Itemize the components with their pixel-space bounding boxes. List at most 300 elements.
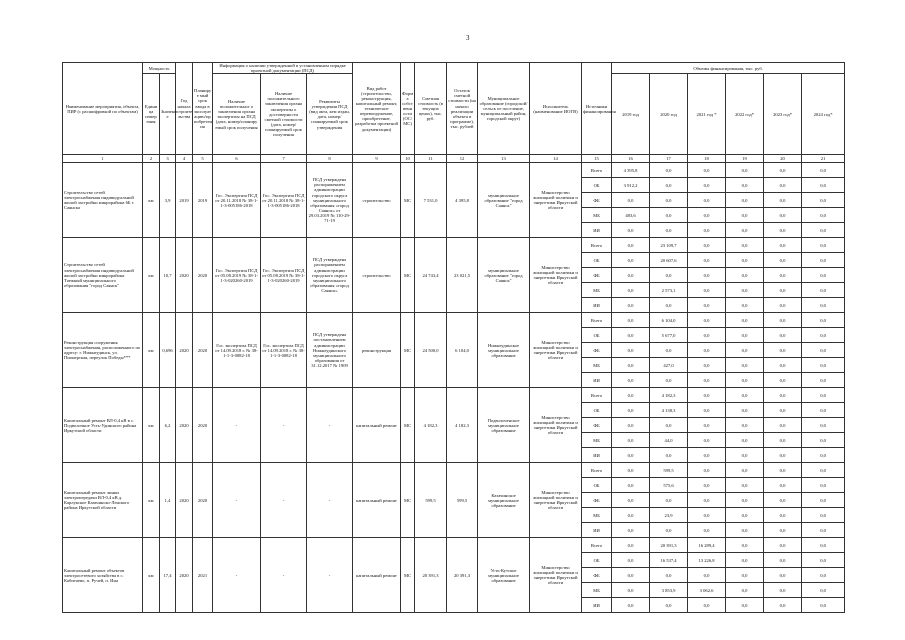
funding-amount: 0,0 (802, 478, 845, 493)
unit-cell: км (143, 313, 160, 388)
header-capacity: Мощность (143, 63, 176, 74)
column-number: 7 (261, 155, 307, 163)
funding-amount: 0,0 (764, 223, 802, 238)
header-sources: Источники финансирования (582, 63, 612, 155)
executor: Министерство жилищной политики и энергетики Иркутской области (530, 463, 582, 538)
executor: Министерство жилищной политики и энергетики Иркутской области (530, 538, 582, 613)
unit-cell: км (143, 538, 160, 613)
funding-source: МБ (582, 208, 612, 223)
funding-amount: 0,0 (612, 373, 650, 388)
funding-amount: 0,0 (764, 313, 802, 328)
table-row (63, 538, 845, 553)
remaining-cost: 6 104,0 (447, 313, 478, 388)
funding-amount: 0,0 (802, 193, 845, 208)
work-type: строительство (353, 238, 401, 313)
funding-amount: 0,0 (802, 238, 845, 253)
executor: Министерство жилищной политики и энергетики Иркутской области (530, 163, 582, 238)
funding-source: МБ (582, 508, 612, 523)
funding-amount: 0,0 (764, 373, 802, 388)
end-year: 2021 (193, 538, 213, 613)
funding-amount: 0,0 (764, 193, 802, 208)
funding-amount: 0,0 (612, 283, 650, 298)
funding-source: МБ (582, 583, 612, 598)
funding-amount: 0,0 (726, 208, 764, 223)
funding-amount: 0,0 (726, 358, 764, 373)
funding-amount: 0,0 (802, 268, 845, 283)
funding-source: ИИ (582, 373, 612, 388)
funding-amount: 0,0 (688, 283, 726, 298)
funding-amount: 0,0 (612, 328, 650, 343)
table-row (63, 238, 845, 253)
expertise-cell: - (213, 388, 261, 463)
remaining-cost: 4 395,8 (447, 163, 478, 238)
funding-amount: 16 537,4 (650, 553, 688, 568)
funding-source: ИИ (582, 598, 612, 613)
column-number: 9 (353, 155, 401, 163)
funding-source: ФБ (582, 493, 612, 508)
funding-amount: 0,0 (764, 433, 802, 448)
funding-amount: 0,0 (802, 523, 845, 538)
column-number: 2 (143, 155, 160, 163)
header-year-2024: 2024 год* (802, 74, 845, 155)
funding-amount: 0,0 (802, 448, 845, 463)
funding-amount: 0,0 (764, 403, 802, 418)
funding-amount: 0,0 (764, 388, 802, 403)
funding-amount: 0,0 (802, 508, 845, 523)
funding-source: ИИ (582, 448, 612, 463)
funding-source: ОБ (582, 553, 612, 568)
funding-amount: 0,0 (802, 418, 845, 433)
estimate-cost: 4 182,3 (415, 388, 447, 463)
table-row (63, 463, 845, 478)
work-type: капитальный ремонт (353, 463, 401, 538)
funding-amount: 0,0 (764, 358, 802, 373)
funding-amount: 0,0 (802, 313, 845, 328)
funding-source: Всего (582, 463, 612, 478)
remaining-cost: 23 021,5 (447, 238, 478, 313)
funding-amount: 3 853,9 (650, 583, 688, 598)
ownership: МС (401, 238, 415, 313)
funding-amount: 599,5 (650, 463, 688, 478)
funding-amount: 0,0 (764, 448, 802, 463)
funding-source: ФБ (582, 343, 612, 358)
funding-amount: 0,0 (764, 478, 802, 493)
unit-cell: км (143, 463, 160, 538)
funding-source: ОБ (582, 478, 612, 493)
funding-amount: 0,0 (802, 343, 845, 358)
executor: Министерство жилищной политики и энергетики Иркутской области (530, 313, 582, 388)
funding-amount: 0,0 (726, 553, 764, 568)
funding-amount: 0,0 (650, 208, 688, 223)
column-number: 12 (447, 155, 478, 163)
funding-amount: 0,0 (726, 193, 764, 208)
funding-amount: 3 912,2 (612, 178, 650, 193)
approval-cell: - (307, 538, 353, 613)
work-type: строительство (353, 163, 401, 238)
funding-amount: 0,0 (726, 508, 764, 523)
funding-amount: 0,0 (650, 223, 688, 238)
funding-source: ОБ (582, 178, 612, 193)
start-year: 2020 (176, 313, 193, 388)
funding-amount: 0,0 (726, 583, 764, 598)
funding-amount: 0,0 (726, 298, 764, 313)
ownership: МС (401, 388, 415, 463)
column-number: 10 (401, 155, 415, 163)
table-row (63, 388, 845, 403)
funding-amount: 0,0 (688, 568, 726, 583)
funding-amount: 0,0 (764, 343, 802, 358)
funding-amount: 575,6 (650, 478, 688, 493)
work-type: капитальный ремонт (353, 388, 401, 463)
funding-amount: 0,0 (612, 478, 650, 493)
funding-amount: 0,0 (650, 268, 688, 283)
funding-amount: 44,0 (650, 433, 688, 448)
table-row (63, 313, 845, 328)
funding-amount: 0,0 (612, 433, 650, 448)
funding-amount: 0,0 (726, 523, 764, 538)
funding-amount: 0,0 (688, 418, 726, 433)
funding-amount: 0,0 (764, 508, 802, 523)
funding-amount: 0,0 (802, 598, 845, 613)
funding-amount: 0,0 (802, 298, 845, 313)
header-year-2021: 2021 год * (688, 74, 726, 155)
funding-source: ОБ (582, 403, 612, 418)
funding-source: Всего (582, 388, 612, 403)
capacity-value: 17,4 (160, 538, 176, 613)
funding-amount: 0,0 (650, 163, 688, 178)
column-number: 13 (478, 155, 530, 163)
estimate-cost: 7 531,0 (415, 163, 447, 238)
funding-amount: 13 226,8 (688, 553, 726, 568)
funding-amount: 0,0 (802, 538, 845, 553)
header-remaining: Остаток сметной стоимости (на начало реализации объекта в программе), тыс. рублей (447, 63, 478, 155)
funding-amount: 0,0 (726, 538, 764, 553)
funding-amount: 0,0 (688, 403, 726, 418)
funding-amount: 0,0 (726, 433, 764, 448)
funding-source: Всего (582, 163, 612, 178)
funding-amount: 0,0 (688, 253, 726, 268)
funding-amount: 0,0 (726, 238, 764, 253)
funding-source: Всего (582, 238, 612, 253)
header-year-2019: 2019 год (612, 74, 650, 155)
ownership: МС (401, 538, 415, 613)
price-expertise-cell: Гос. Экспертиза ПСД от 20.11.2018 № 38-1-1-3-005186-2018 (261, 163, 307, 238)
price-expertise-cell: - (261, 538, 307, 613)
work-type: реконструкция (353, 313, 401, 388)
expertise-cell: - (213, 463, 261, 538)
funding-amount: 0,0 (764, 538, 802, 553)
header-value: Значени е (160, 74, 176, 155)
funding-amount: 0,0 (726, 418, 764, 433)
funding-amount: 0,0 (650, 493, 688, 508)
funding-amount: 483,6 (612, 208, 650, 223)
estimate-cost: 599,5 (415, 463, 447, 538)
header-funding: Объемы финансирования, тыс. руб. (612, 63, 845, 74)
funding-amount: 0,0 (688, 178, 726, 193)
funding-amount: 0,0 (612, 598, 650, 613)
funding-source: ФБ (582, 193, 612, 208)
funding-amount: 0,0 (726, 463, 764, 478)
municipality: Подволоченское муниципальное образование (478, 388, 530, 463)
funding-amount: 4 182,3 (650, 388, 688, 403)
funding-amount: 0,0 (650, 418, 688, 433)
remaining-cost: 4 182,3 (447, 388, 478, 463)
header-name: Наименование мероприятия, объекта, ПИР (с расшифровкой по объектам) (63, 63, 143, 155)
start-year: 2020 (176, 463, 193, 538)
start-year: 2020 (176, 388, 193, 463)
funding-amount: 0,0 (688, 268, 726, 283)
column-number: 5 (193, 155, 213, 163)
funding-amount: 23,9 (650, 508, 688, 523)
header-municipality: Муниципальное образование (городской/сельск ое поселение, муниципальный район, городской округ) (478, 63, 530, 155)
funding-amount: 0,0 (612, 553, 650, 568)
expertise-cell: Гос. Экспертиза ПСД от 20.11.2018 № 38-1-1-3-005186-2018 (213, 163, 261, 238)
funding-amount: 0,0 (688, 163, 726, 178)
funding-amount: 0,0 (612, 463, 650, 478)
funding-source: ФБ (582, 418, 612, 433)
column-number: 4 (176, 155, 193, 163)
funding-amount: 0,0 (802, 358, 845, 373)
funding-amount: 0,0 (726, 268, 764, 283)
header-expertise: Наличие положительног о заключения органа экспертизы на ПСД (дата, номер/планиру емый срок получения (213, 74, 261, 155)
funding-amount: 0,0 (764, 298, 802, 313)
header-work-type: Вид работ (строительство, реконструкция, капитальный ремонт, техническое перевооружение, приобретение, разработка проектной документации) (353, 63, 401, 155)
funding-amount: 0,0 (764, 283, 802, 298)
funding-amount: 0,0 (726, 163, 764, 178)
funding-amount: 4 395,8 (612, 163, 650, 178)
funding-amount: 0,0 (688, 523, 726, 538)
funding-amount: 0,0 (650, 598, 688, 613)
header-end-year: Планиру е мый срок ввода в эксплуат ацию/пр иобретен ия (193, 63, 213, 155)
municipality: Нижнеудинское муниципальное образование (478, 313, 530, 388)
funding-amount: 0,0 (726, 388, 764, 403)
unit-cell: км (143, 238, 160, 313)
funding-amount: 0,0 (726, 343, 764, 358)
capacity-value: 0,696 (160, 313, 176, 388)
column-number: 18 (688, 155, 726, 163)
funding-amount: 0,0 (612, 193, 650, 208)
funding-amount: 0,0 (726, 568, 764, 583)
table-body (63, 163, 845, 613)
header-executor: Исполнитель (наименование ИОГВ) (530, 63, 582, 155)
funding-amount: 0,0 (612, 538, 650, 553)
column-number: 15 (582, 155, 612, 163)
funding-source: Всего (582, 313, 612, 328)
funding-amount: 0,0 (764, 598, 802, 613)
funding-amount: 0,0 (688, 388, 726, 403)
municipality: муниципальное образование "город Саянск" (478, 238, 530, 313)
funding-source: ФБ (582, 568, 612, 583)
funding-amount: 23 109,7 (650, 238, 688, 253)
funding-amount: 0,0 (764, 208, 802, 223)
funding-amount: 427,0 (650, 358, 688, 373)
header-docs-group: Информация о наличии утвержденной в установленном порядке проектной документации (ПСД) (213, 63, 353, 74)
funding-amount: 0,0 (688, 328, 726, 343)
object-name: Капитальный ремонт ВЛ-0,4 кВ в с. Подволочное Усть-Удинского района Иркутской области (63, 388, 143, 463)
funding-amount: 0,0 (612, 388, 650, 403)
approval-cell: - (307, 388, 353, 463)
capacity-value: 6,2 (160, 388, 176, 463)
object-name: Реконструкция сооружения электроснабжения, расположенного по адресу: г. Нижнеудинск, ул. Пионерская, переулок Победы*** (63, 313, 143, 388)
funding-amount: 0,0 (650, 343, 688, 358)
funding-amount: 0,0 (802, 388, 845, 403)
unit-cell: км (143, 163, 160, 238)
funding-amount: 0,0 (726, 253, 764, 268)
estimate-cost: 20 391,3 (415, 538, 447, 613)
funding-amount: 0,0 (764, 178, 802, 193)
header-ownership: Форм а собст венн ости (ОС/ МС) (401, 63, 415, 155)
column-number: 19 (726, 155, 764, 163)
expertise-cell: Гос. Экспертиза ПСД от 05.08.2019 № 38-1-1-3-020260-2019 (213, 238, 261, 313)
remaining-cost: 599,5 (447, 463, 478, 538)
funding-amount: 0,0 (802, 403, 845, 418)
column-number: 8 (307, 155, 353, 163)
funding-amount: 16 289,4 (688, 538, 726, 553)
expertise-cell: Гос. экспертиза ПСД от 14.09.2018 г. № 38-1-1-3-0082-18 (213, 313, 261, 388)
funding-amount: 0,0 (764, 463, 802, 478)
column-number: 6 (213, 155, 261, 163)
funding-amount: 0,0 (688, 298, 726, 313)
executor: Министерство жилищной политики и энергетики Иркутской области (530, 238, 582, 313)
municipality: муниципальное образование "город Саянск" (478, 163, 530, 238)
header-year-2022: 2022 год* (726, 74, 764, 155)
funding-amount: 0,0 (612, 523, 650, 538)
funding-amount: 0,0 (688, 448, 726, 463)
column-number: 20 (764, 155, 802, 163)
funding-amount: 0,0 (764, 583, 802, 598)
funding-amount: 0,0 (764, 553, 802, 568)
funding-amount: 0,0 (802, 553, 845, 568)
column-number: 14 (530, 155, 582, 163)
funding-amount: 0,0 (650, 568, 688, 583)
funding-amount: 0,0 (802, 433, 845, 448)
end-year: 2020 (193, 463, 213, 538)
funding-source: ИИ (582, 523, 612, 538)
funding-amount: 0,0 (612, 583, 650, 598)
funding-amount: 0,0 (650, 448, 688, 463)
funding-amount: 0,0 (650, 373, 688, 388)
municipality: Казачинское муниципальное образование (478, 463, 530, 538)
funding-amount: 0,0 (688, 343, 726, 358)
page-number: 3 (466, 34, 470, 42)
funding-amount: 0,0 (764, 163, 802, 178)
funding-source: Всего (582, 538, 612, 553)
column-number: 1 (63, 155, 143, 163)
funding-source: ОБ (582, 328, 612, 343)
object-name: Капитальный ремонт линии электропередачи ВЛ-0,4 кВ д. Карлукское Казачинско-Ленского района Иркутской области (63, 463, 143, 538)
funding-amount: 0,0 (802, 223, 845, 238)
table-row (63, 163, 845, 178)
funding-amount: 3 062,6 (688, 583, 726, 598)
funding-amount: 0,0 (612, 568, 650, 583)
expertise-cell: - (213, 538, 261, 613)
funding-amount: 0,0 (764, 418, 802, 433)
start-year: 2020 (176, 238, 193, 313)
unit-cell: км (143, 388, 160, 463)
header-year-2020: 2020 год (650, 74, 688, 155)
approval-cell: ПСД утверждена постановлением администрации Нижнеудинского муниципального образования от 31.12.2017 № 1909 (307, 313, 353, 388)
funding-amount: 0,0 (612, 508, 650, 523)
column-numbers-row (63, 155, 845, 163)
funding-amount: 0,0 (726, 403, 764, 418)
funding-amount: 0,0 (688, 238, 726, 253)
estimate-cost: 24 500,0 (415, 313, 447, 388)
funding-amount: 0,0 (764, 523, 802, 538)
funding-amount: 0,0 (802, 493, 845, 508)
end-year: 2020 (193, 388, 213, 463)
funding-amount: 0,0 (802, 178, 845, 193)
funding-amount: 0,0 (612, 253, 650, 268)
ownership: МС (401, 313, 415, 388)
estimate-cost: 24 743,4 (415, 238, 447, 313)
funding-amount: 6 104,0 (650, 313, 688, 328)
column-number: 17 (650, 155, 688, 163)
funding-amount: 0,0 (612, 313, 650, 328)
funding-amount: 0,0 (688, 193, 726, 208)
header-price-expertise: Наличие положительного заключения органа экспертизы о достоверности сметной стоимости (дата, номер/планируемый срок получения (261, 74, 307, 155)
funding-amount: 0,0 (612, 223, 650, 238)
funding-amount: 0,0 (726, 598, 764, 613)
funding-amount: 0,0 (764, 493, 802, 508)
funding-amount: 0,0 (726, 328, 764, 343)
work-type: капитальный ремонт (353, 538, 401, 613)
column-number: 21 (802, 155, 845, 163)
funding-amount: 0,0 (726, 178, 764, 193)
approval-cell: - (307, 463, 353, 538)
funding-amount: 0,0 (612, 298, 650, 313)
price-expertise-cell: - (261, 463, 307, 538)
funding-amount: 0,0 (688, 223, 726, 238)
price-expertise-cell: Гос. Экспертиза ПСД от 05.08.2019 № 38-1-1-3-020260-2019 (261, 238, 307, 313)
funding-amount: 0,0 (688, 478, 726, 493)
funding-amount: 0,0 (764, 268, 802, 283)
header-unit: Едини ца измер ения (143, 74, 160, 155)
funding-amount: 0,0 (650, 298, 688, 313)
funding-amount: 0,0 (688, 598, 726, 613)
funding-amount: 0,0 (764, 568, 802, 583)
funding-source: ФБ (582, 268, 612, 283)
funding-amount: 0,0 (650, 193, 688, 208)
funding-amount: 0,0 (764, 253, 802, 268)
funding-amount: 0,0 (612, 268, 650, 283)
capacity-value: 1,4 (160, 463, 176, 538)
funding-amount: 0,0 (612, 358, 650, 373)
funding-amount: 0,0 (802, 463, 845, 478)
funding-amount: 0,0 (726, 283, 764, 298)
capacity-value: 10,7 (160, 238, 176, 313)
funding-amount: 4 138,3 (650, 403, 688, 418)
approval-cell: ПСД утверждена распоряжением администрации городского округа муниципального образования «город Саянск» от 29.03.2019 № 110-29-71-19 (307, 163, 353, 238)
funding-amount: 0,0 (688, 463, 726, 478)
funding-amount: 0,0 (802, 583, 845, 598)
end-year: 2019 (193, 163, 213, 238)
municipality: Усть-Кутское муниципальное образование (478, 538, 530, 613)
funding-amount: 0,0 (688, 508, 726, 523)
object-name: Строительство сетей электроснабжения индивидуальной жилой застройки микрорайона Таежный муниципального образования "город Саянск" (63, 238, 143, 313)
funding-source: МБ (582, 283, 612, 298)
remaining-cost: 20 391,3 (447, 538, 478, 613)
object-name: Строительство сетей электроснабжения индивидуальной жилой застройки микрорайона 6Б г. Саянска (63, 163, 143, 238)
funding-amount: 0,0 (802, 373, 845, 388)
funding-amount: 0,0 (726, 313, 764, 328)
funding-amount: 0,0 (650, 178, 688, 193)
funding-amount: 0,0 (802, 568, 845, 583)
funding-amount: 5 677,0 (650, 328, 688, 343)
funding-amount: 0,0 (802, 253, 845, 268)
start-year: 2019 (176, 163, 193, 238)
price-expertise-cell: Гос. экспертиза ПСД от 14.09.2018 г. № 38-1-1-3-0082-18 (261, 313, 307, 388)
funding-amount: 0,0 (612, 448, 650, 463)
